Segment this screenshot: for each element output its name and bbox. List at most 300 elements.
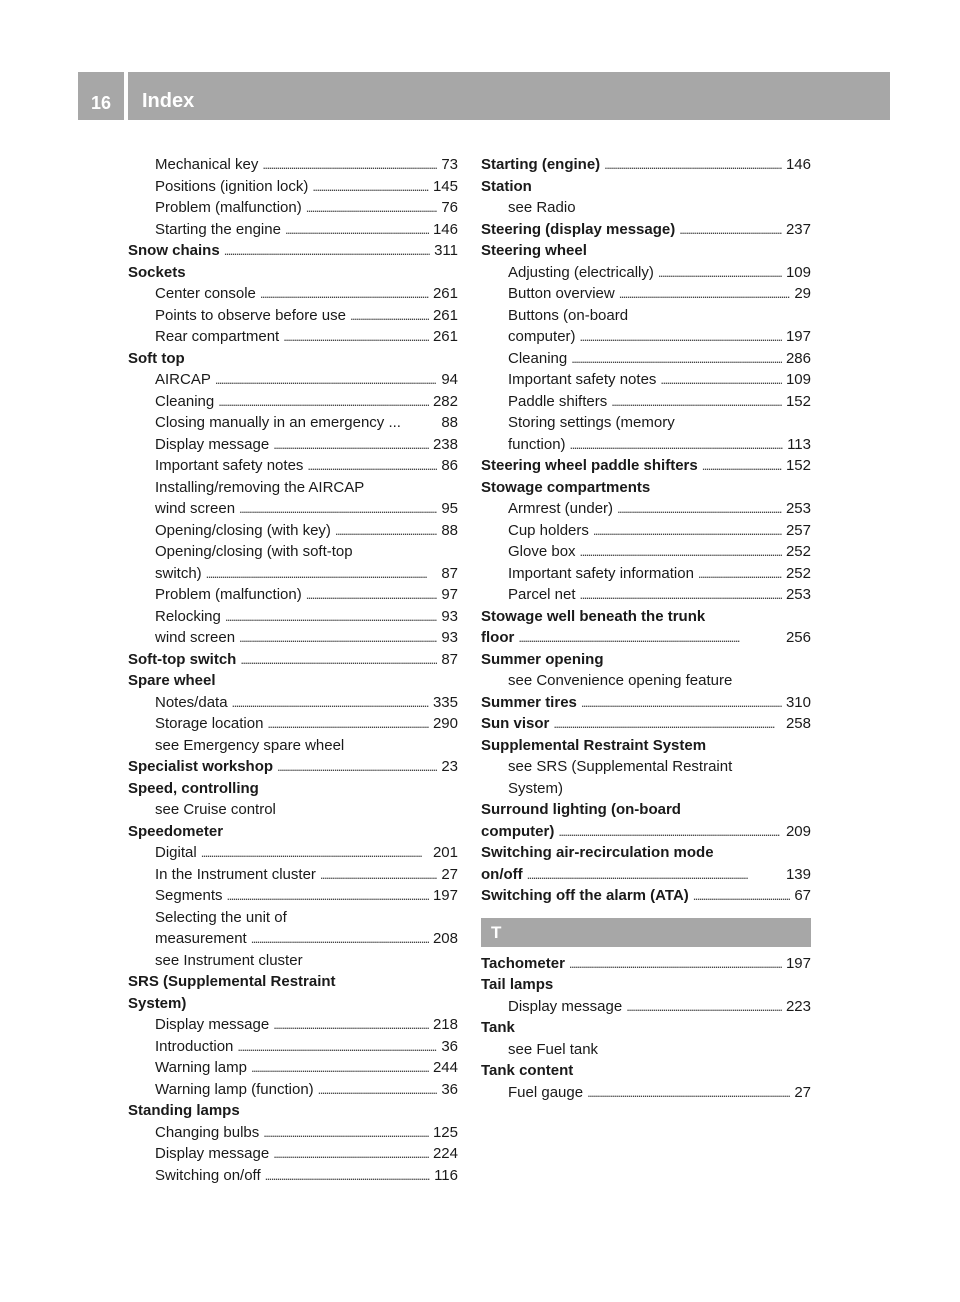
index-subentry[interactable] xyxy=(128,520,458,542)
entry-text: computer) xyxy=(508,328,576,345)
entry-text: Problem (malfunction) xyxy=(155,199,302,216)
dot-leader xyxy=(679,219,782,241)
page-ref[interactable]: 93 xyxy=(441,629,458,646)
dot-leader xyxy=(215,369,437,391)
dot-leader xyxy=(558,821,782,843)
entry-text: In the Instrument cluster xyxy=(155,865,316,883)
index-entry[interactable] xyxy=(481,627,811,649)
index-subentry[interactable] xyxy=(128,391,458,413)
entry-text: Storage location xyxy=(155,715,264,732)
page-ref[interactable]: 257 xyxy=(785,521,811,539)
dot-leader xyxy=(587,1082,790,1104)
index-subentry xyxy=(481,670,811,692)
page-ref[interactable]: 146 xyxy=(432,220,458,238)
dot-leader xyxy=(580,326,782,348)
index-subentry[interactable] xyxy=(128,584,458,606)
entry-text: Surround lighting (on-board xyxy=(481,801,681,818)
page-ref[interactable]: 261 xyxy=(432,285,458,302)
entry-text: Cleaning xyxy=(508,349,568,367)
page-ref[interactable]: 310 xyxy=(785,693,811,711)
dot-leader xyxy=(702,455,782,477)
index-entry xyxy=(481,1060,811,1082)
dot-leader xyxy=(273,434,429,456)
index-subentry[interactable] xyxy=(128,176,458,198)
page-ref[interactable]: 23 xyxy=(441,758,458,775)
dot-leader xyxy=(306,584,438,606)
index-subentry[interactable] xyxy=(481,520,811,542)
index-subentry[interactable] xyxy=(128,305,458,327)
page-ref[interactable]: 152 xyxy=(785,392,811,410)
entry-text: Sun visor xyxy=(481,715,550,732)
page-ref[interactable]: 197 xyxy=(432,887,458,904)
page-title-text: Index xyxy=(142,90,195,112)
dot-leader xyxy=(569,953,782,975)
dot-leader xyxy=(593,520,782,542)
index-subentry xyxy=(128,735,458,757)
index-subentry[interactable] xyxy=(128,1079,458,1101)
entry-text: computer) xyxy=(481,822,555,840)
index-subentry xyxy=(128,799,458,821)
entry-text: see SRS (Supplemental Restraint xyxy=(508,758,733,775)
index-subentry[interactable] xyxy=(481,434,811,456)
dot-leader xyxy=(318,1079,438,1101)
index-entry[interactable] xyxy=(481,692,811,714)
index-subentry[interactable] xyxy=(128,1122,458,1144)
index-column-left xyxy=(128,154,458,1186)
index-entry xyxy=(481,176,811,198)
entry-text: Rear compartment xyxy=(155,328,280,345)
entry-text: Switching air-recirculation mode xyxy=(481,844,714,861)
index-subentry[interactable] xyxy=(481,996,811,1018)
entry-text: Installing/removing the AIRCAP xyxy=(155,478,365,496)
page-ref[interactable]: 67 xyxy=(794,887,811,904)
page-ref[interactable]: 87 xyxy=(441,564,458,582)
index-subentry[interactable] xyxy=(481,283,811,305)
entry-text: see Cruise control xyxy=(155,801,276,818)
entry-text: Soft top xyxy=(128,349,185,367)
dot-leader xyxy=(206,563,438,585)
page-ref[interactable]: 252 xyxy=(785,543,811,560)
entry-text: Adjusting (electrically) xyxy=(508,263,654,281)
entry-text: Starting (engine) xyxy=(481,156,601,173)
index-subentry[interactable] xyxy=(128,455,458,477)
dot-leader xyxy=(626,996,782,1018)
index-subentry[interactable] xyxy=(481,1082,811,1104)
section-letter-bar: T xyxy=(481,918,811,947)
page-ref[interactable]: 258 xyxy=(785,715,811,732)
page-ref[interactable]: 29 xyxy=(794,285,811,302)
dot-leader xyxy=(239,498,437,520)
index-subentry[interactable] xyxy=(128,498,458,520)
entry-text: Stowage well beneath the trunk xyxy=(481,607,706,625)
dot-leader xyxy=(570,434,784,456)
index-subentry[interactable] xyxy=(481,563,811,585)
page-ref[interactable]: 88 xyxy=(441,521,458,539)
entry-text: Display message xyxy=(155,435,270,453)
page-ref[interactable]: 36 xyxy=(441,1080,458,1098)
entry-text: Positions (ignition lock) xyxy=(155,177,309,195)
dot-leader xyxy=(265,1165,430,1187)
index-subentry xyxy=(481,1039,811,1061)
page-ref[interactable]: 125 xyxy=(432,1123,458,1141)
entry-text: Standing lamps xyxy=(128,1102,240,1119)
page-ref[interactable]: 87 xyxy=(441,650,458,668)
index-subentry[interactable] xyxy=(128,842,458,864)
dot-leader xyxy=(553,713,782,735)
entry-text: Fuel gauge xyxy=(508,1083,584,1101)
entry-text: Switching off the alarm (ATA) xyxy=(481,887,689,904)
page-ref[interactable]: 252 xyxy=(785,564,811,582)
index-subentry[interactable] xyxy=(128,864,458,886)
index-entry[interactable] xyxy=(481,219,811,241)
dot-leader xyxy=(571,348,782,370)
dot-leader xyxy=(225,606,437,628)
dot-leader xyxy=(251,928,429,950)
index-subentry[interactable] xyxy=(128,434,458,456)
index-entry[interactable] xyxy=(481,154,811,176)
index-entry[interactable] xyxy=(128,649,458,671)
index-entry[interactable] xyxy=(128,240,458,262)
index-subentry[interactable] xyxy=(481,326,811,348)
entry-text: Display message xyxy=(155,1145,270,1162)
index-subentry[interactable] xyxy=(481,541,811,563)
entry-text: Supplemental Restraint System xyxy=(481,736,707,754)
index-entry xyxy=(128,971,458,993)
page-ref[interactable]: 244 xyxy=(432,1059,458,1076)
dot-leader xyxy=(237,1036,437,1058)
dot-leader xyxy=(224,240,430,262)
entry-text: Mechanical key xyxy=(155,156,259,173)
entry-text: Steering wheel xyxy=(481,242,587,259)
entry-text: Important safety information xyxy=(508,564,694,582)
index-subentry[interactable] xyxy=(128,326,458,348)
entry-text: floor xyxy=(481,629,515,646)
dot-leader xyxy=(527,864,782,886)
dot-leader xyxy=(604,154,782,176)
index-entry xyxy=(481,240,811,262)
entry-text: Tank xyxy=(481,1019,515,1036)
page-ref[interactable]: 286 xyxy=(785,349,811,367)
index-subentry[interactable] xyxy=(128,928,458,950)
entry-text: Tank content xyxy=(481,1062,574,1079)
index-subentry xyxy=(481,756,811,778)
index-entry xyxy=(128,348,458,370)
page-ref[interactable]: 282 xyxy=(432,392,458,410)
entry-text: Armrest (under) xyxy=(508,500,614,517)
entry-text: Summer tires xyxy=(481,693,577,711)
dot-leader xyxy=(698,563,782,585)
page-ref[interactable]: 224 xyxy=(432,1145,458,1162)
index-subentry xyxy=(481,778,811,800)
page-ref[interactable]: 109 xyxy=(785,263,811,281)
index-entry xyxy=(128,262,458,284)
index-entry[interactable] xyxy=(481,713,811,735)
entry-text: Selecting the unit of xyxy=(155,908,287,926)
entry-text: Summer opening xyxy=(481,650,604,668)
entry-text: Sockets xyxy=(128,263,186,281)
dot-leader xyxy=(273,1143,429,1165)
index-subentry[interactable] xyxy=(128,1143,458,1165)
entry-text: Problem (malfunction) xyxy=(155,586,302,603)
entry-text: see Emergency spare wheel xyxy=(155,736,345,754)
index-subentry[interactable] xyxy=(481,348,811,370)
entry-text: Storing settings (memory xyxy=(508,414,675,431)
index-subentry[interactable] xyxy=(128,713,458,735)
dot-leader xyxy=(611,391,782,413)
page-ref[interactable]: 197 xyxy=(785,328,811,345)
index-subentry[interactable] xyxy=(128,154,458,176)
page-ref[interactable]: 238 xyxy=(432,435,458,453)
entry-text: Button overview xyxy=(508,285,615,302)
dot-leader xyxy=(660,369,782,391)
page-ref[interactable]: 73 xyxy=(441,156,458,173)
entry-text: Display message xyxy=(508,997,623,1015)
index-subentry xyxy=(128,477,458,499)
page-ref[interactable]: 76 xyxy=(441,199,458,216)
entry-text: switch) xyxy=(155,564,202,582)
entry-text: Switching on/off xyxy=(155,1166,261,1184)
dot-leader xyxy=(285,219,429,241)
page-ref[interactable]: 27 xyxy=(794,1083,811,1101)
entry-text: see Convenience opening feature xyxy=(508,672,733,689)
entry-text: see Radio xyxy=(508,199,576,216)
index-entry xyxy=(481,477,811,499)
index-subentry xyxy=(128,907,458,929)
entry-text: on/off xyxy=(481,865,523,883)
index-entry xyxy=(481,799,811,821)
entry-text: Segments xyxy=(155,887,223,904)
index-entry[interactable] xyxy=(481,864,811,886)
dot-leader xyxy=(580,584,782,606)
entry-text: Parcel net xyxy=(508,586,576,603)
page-ref[interactable]: 208 xyxy=(432,930,458,947)
page-ref[interactable]: 253 xyxy=(785,586,811,603)
dot-leader xyxy=(619,283,791,305)
page-ref[interactable]: 146 xyxy=(785,156,811,173)
page-ref[interactable]: 237 xyxy=(785,220,811,238)
entry-text: Introduction xyxy=(155,1037,234,1055)
page-ref[interactable]: 290 xyxy=(432,715,458,732)
dot-leader xyxy=(658,262,782,284)
entry-text: wind screen xyxy=(155,629,236,646)
entry-text: Important safety notes xyxy=(508,371,657,388)
entry-text: Opening/closing (with soft-top xyxy=(155,543,353,560)
entry-text: Soft-top switch xyxy=(128,650,237,668)
dot-leader xyxy=(260,283,429,305)
dot-leader xyxy=(617,498,782,520)
dot-leader xyxy=(239,627,437,649)
page-ref[interactable]: 256 xyxy=(785,629,811,646)
index-subentry[interactable] xyxy=(481,369,811,391)
dot-leader xyxy=(218,391,429,413)
index-subentry[interactable] xyxy=(128,627,458,649)
entry-text: Cup holders xyxy=(508,521,589,539)
page-ref[interactable]: 197 xyxy=(785,954,811,972)
index-entry[interactable] xyxy=(481,953,811,975)
index-subentry[interactable] xyxy=(128,1036,458,1058)
index-entry xyxy=(481,974,811,996)
index-subentry xyxy=(481,197,811,219)
header-bar xyxy=(78,72,890,120)
index-subentry[interactable] xyxy=(128,692,458,714)
entry-text: SRS (Supplemental Restraint xyxy=(128,973,336,990)
entry-text: Points to observe before use xyxy=(155,306,346,324)
page-ref[interactable]: 116 xyxy=(434,1166,458,1184)
dot-leader xyxy=(307,455,437,477)
index-entry[interactable] xyxy=(481,455,811,477)
entry-text: System) xyxy=(508,779,564,797)
page-ref[interactable]: 335 xyxy=(432,693,458,711)
index-subentry[interactable] xyxy=(481,391,811,413)
index-subentry[interactable] xyxy=(481,262,811,284)
dot-leader xyxy=(240,649,437,671)
index-subentry[interactable] xyxy=(128,412,458,434)
entry-text: Notes/data xyxy=(155,693,228,711)
index-subentry[interactable] xyxy=(128,1014,458,1036)
index-entry xyxy=(481,649,811,671)
page-ref[interactable]: 311 xyxy=(434,242,458,259)
page-ref[interactable]: 94 xyxy=(441,371,458,388)
dot-leader xyxy=(283,326,429,348)
index-subentry[interactable] xyxy=(128,283,458,305)
entry-text: Tachometer xyxy=(481,954,565,972)
entry-text: Spare wheel xyxy=(128,672,216,689)
index-subentry[interactable] xyxy=(128,219,458,241)
entry-text: Relocking xyxy=(155,607,221,625)
page-ref[interactable]: 36 xyxy=(441,1037,458,1055)
entry-text: System) xyxy=(128,994,187,1012)
page-title xyxy=(142,72,194,120)
entry-text: Display message xyxy=(155,1016,270,1033)
page-ref[interactable]: 95 xyxy=(441,500,458,517)
page-ref[interactable]: 97 xyxy=(441,586,458,603)
page-ref[interactable]: 27 xyxy=(441,865,458,883)
index-entry xyxy=(128,778,458,800)
dot-leader xyxy=(320,864,437,886)
page-ref[interactable]: 152 xyxy=(785,457,811,474)
page-number-text: 16 xyxy=(90,93,112,113)
dot-leader xyxy=(263,1122,429,1144)
page-ref[interactable]: 261 xyxy=(432,306,458,324)
dot-leader xyxy=(335,520,437,542)
index-column-right xyxy=(481,154,811,1103)
entry-text: Closing manually in an emergency ... xyxy=(155,414,401,431)
page-ref[interactable]: 113 xyxy=(787,435,811,453)
entry-text: function) xyxy=(508,435,566,453)
entry-text: measurement xyxy=(155,930,247,947)
index-entry[interactable] xyxy=(481,821,811,843)
header-separator xyxy=(124,72,128,120)
entry-text: Starting the engine xyxy=(155,220,281,238)
page-ref[interactable]: 139 xyxy=(785,865,811,883)
index-subentry xyxy=(128,950,458,972)
entry-text: see Instrument cluster xyxy=(155,951,303,969)
page-ref[interactable]: 261 xyxy=(432,328,458,345)
entry-text: Station xyxy=(481,177,532,195)
entry-text: Digital xyxy=(155,844,197,861)
index-entry xyxy=(128,670,458,692)
index-subentry xyxy=(128,541,458,563)
page-ref[interactable]: 93 xyxy=(441,607,458,625)
index-subentry[interactable] xyxy=(481,584,811,606)
page-ref[interactable]: 223 xyxy=(785,997,811,1015)
entry-text: Center console xyxy=(155,285,256,302)
entry-text: Speedometer xyxy=(128,822,224,840)
entry-text: Opening/closing (with key) xyxy=(155,521,331,539)
page-ref[interactable]: 86 xyxy=(441,457,458,474)
index-subentry[interactable] xyxy=(128,885,458,907)
dot-leader xyxy=(518,627,782,649)
dot-leader xyxy=(693,885,791,907)
index-subentry[interactable] xyxy=(128,563,458,585)
page-ref[interactable]: 218 xyxy=(432,1016,458,1033)
entry-text: wind screen xyxy=(155,500,236,517)
page-ref[interactable]: 201 xyxy=(432,844,458,861)
entry-text: Buttons (on-board xyxy=(508,306,629,324)
entry-text: Warning lamp (function) xyxy=(155,1080,314,1098)
index-entry xyxy=(481,735,811,757)
page-ref[interactable]: 209 xyxy=(785,822,811,840)
entry-text: Snow chains xyxy=(128,242,220,259)
index-subentry[interactable] xyxy=(128,1165,458,1187)
page-number xyxy=(78,72,124,120)
entry-text: Specialist workshop xyxy=(128,758,274,775)
index-entry xyxy=(128,993,458,1015)
page-ref[interactable]: 109 xyxy=(785,371,811,388)
index-subentry xyxy=(481,412,811,434)
index-entry xyxy=(128,1100,458,1122)
dot-leader xyxy=(581,692,782,714)
index-subentry[interactable] xyxy=(128,197,458,219)
entry-text: Steering (display message) xyxy=(481,220,676,238)
dot-leader xyxy=(262,154,437,176)
dot-leader xyxy=(273,1014,429,1036)
entry-text: Glove box xyxy=(508,543,576,560)
entry-text: Steering wheel paddle shifters xyxy=(481,457,698,474)
dot-leader xyxy=(277,756,437,778)
page-ref[interactable]: 253 xyxy=(785,500,811,517)
entry-text: Cleaning xyxy=(155,392,215,410)
page-ref[interactable]: 145 xyxy=(432,177,458,195)
dot-leader xyxy=(306,197,438,219)
index-subentry xyxy=(481,305,811,327)
index-subentry[interactable] xyxy=(481,498,811,520)
page-ref[interactable]: 88 xyxy=(441,414,458,431)
entry-text: Changing bulbs xyxy=(155,1123,260,1141)
entry-text: Stowage compartments xyxy=(481,478,651,496)
entry-text: Paddle shifters xyxy=(508,392,608,410)
dot-leader xyxy=(580,541,782,563)
index-entry xyxy=(481,1017,811,1039)
entry-text: Important safety notes xyxy=(155,457,304,474)
entry-text: Tail lamps xyxy=(481,976,554,993)
index-subentry[interactable] xyxy=(128,606,458,628)
dot-leader xyxy=(267,713,429,735)
dot-leader xyxy=(350,305,429,327)
entry-text: see Fuel tank xyxy=(508,1040,599,1058)
entry-text: Warning lamp xyxy=(155,1059,247,1076)
index-entry xyxy=(128,821,458,843)
entry-text: AIRCAP xyxy=(155,371,211,388)
index-subentry[interactable] xyxy=(128,1057,458,1079)
dot-leader xyxy=(251,1057,429,1079)
dot-leader xyxy=(312,176,429,198)
dot-leader xyxy=(227,885,429,907)
index-entry[interactable] xyxy=(481,885,811,907)
dot-leader xyxy=(232,692,429,714)
index-subentry[interactable] xyxy=(128,369,458,391)
index-entry[interactable] xyxy=(128,756,458,778)
